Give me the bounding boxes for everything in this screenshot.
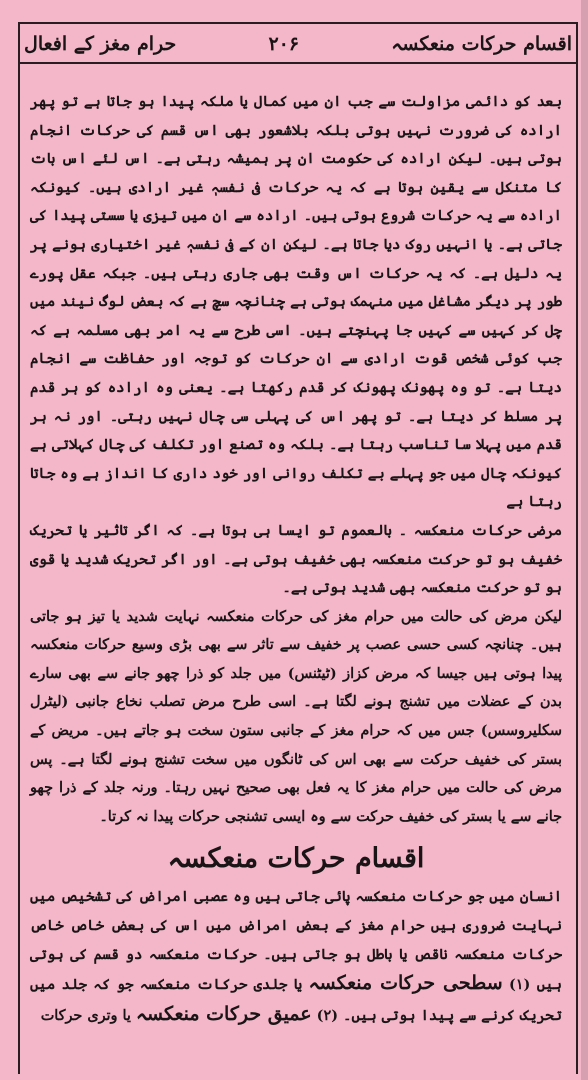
paragraph-types-part-c: یا وتری حرکات	[40, 1006, 131, 1024]
paragraph-types-of-reflexes	[30, 883, 562, 1030]
page-number: ۲۰۶	[268, 33, 300, 55]
page-edge-shadow	[581, 0, 588, 1080]
paragraph-types-part-a: انسان میں جو حرکات منعکسہ پائی جاتی ہیں وہ عصبی امراض کی تشخیص میں نہایت ضروری ہیں حرام مغز کے بعض امراض میں اس کی بعض خاص خاص حرکات منعکسہ ناقص یا باطل ہو جاتی ہیں۔ حرکات منعکسہ دو قسم کی ہوتی ہیں (۱)	[30, 888, 563, 994]
paragraph-pathological-reflexes-examples: لیکن مرض کی حالت میں حرام مغز کی حرکات منعکسہ نہایت شدید یا تیز ہو جاتی ہیں۔ چنانچہ کسی حسی عصب پر خفیف سے تاثر سے بھی بڑی وسیع حرکات منعکسہ پیدا ہوتی ہیں جیسا کہ مرض کزاز (ٹیٹنس) میں جلد کو ذرا چھو جانے سے بھی سارے بدن کے عضلات میں تشنج ہونے لگتا ہے۔ اسی طرح مرض تصلب نخاع جانبی (لیٹرل سکلیروسس) جس میں کہ حرام مغز کے جانبی ستون سخت ہو جاتے ہیں۔ مریض کے بستر کی خفیف حرکت سے بھی اس کی ٹانگوں میں سخت تشنج ہونے لگتا ہے۔ پس مرض کی حالت میں حرام مغز کا یہ فعل بھی صحیح نہیں رہتا۔ ورنہ جلد کے ذرا چھو جانے سے یا بستر کی خفیف حرکت سے وہ ایسی تشنجی حرکات پیدا نہ کرتا۔	[30, 607, 562, 825]
header-bottom-rule	[18, 62, 578, 64]
running-header-book-section: حرام مغز کے افعال	[24, 33, 177, 55]
paragraph-voluntary-habit: بعد کو دائمی مزاولت سے جب ان میں کمال یا ملکہ پیدا ہو جاتا ہے تو پھر ارادہ کی ضرورت نہیں ہوتی بلکہ بلاشعور بھی اس قسم کی حرکات انجام ہوتی ہیں۔ لیکن ارادہ کی حکومت ان پر ہمیشہ رہتی ہے۔ اس لئے اس بات کا متنکل سے یقین ہوتا ہے کہ یہ حرکات فی نفسہٖ غیر ارادی ہیں۔ کیونکہ ارادہ سے یہ حرکات شروع ہوتی ہیں۔ ارادہ سے ان میں تیزی یا سستی پیدا کی جاتی ہے۔ یا انہیں روک دیا جاتا ہے۔ لیکن ان کے فی نفسہٖ غیر اختیاری ہونے پر یہ دلیل ہے۔ کہ یہ حرکات اس وقت بھی جاری رہتی ہیں۔ جبکہ عقل پورے طور پر دیگر مشاغل میں منہمک ہوتی ہے چنانچہ سچ ہے کہ بعض لوگ نیند میں چل کر کہیں سے کہیں جا پہنچتے ہیں۔ اسی طرح سے یہ امر بھی مسلمہ ہے کہ جب کوئی شخص قوت ارادی سے ان حرکات کو توجہ اور حفاظت سے انجام دیتا ہے۔ تو وہ پھونک پھونک کر قدم رکھتا ہے۔ یعنی وہ ارادہ کو ہر قدم پر مسلط کر دیتا ہے۔ تو پھر اس کی پہلی سی چال نہیں رہتی۔ اور نہ ہر قدم میں پہلا سا تناسب رہتا ہے۔ بلکہ وہ تصنع اور تکلف کی چال کہلاتی ہے کیونکہ چال میں جو پہلے بے تکلف روانی اور خود داری کا انداز ہے وہ جاتا رہتا ہے	[30, 93, 562, 511]
section-heading: اقسام حرکات منعکسہ	[167, 843, 425, 875]
subhead-deep-reflexes: عمیق حرکات منعکسہ	[135, 1002, 312, 1025]
header-top-rule	[18, 22, 578, 24]
paragraph-pathological-reflexes-intro: مرضی حرکات منعکسہ ۔ بالعموم تو ایسا ہی ہوتا ہے۔ کہ اگر تاثیر یا تحریک خفیف ہو تو حرکت منعکسہ بھی خفیف ہوتی ہے۔ اور اگر تحریک شدید یا قوی ہو تو حرکت منعکسہ بھی شدید ہوتی ہے۔	[30, 521, 562, 597]
subhead-superficial-reflexes: سطحی حرکات منعکسہ	[308, 972, 503, 995]
paragraph-types-part-b: یا جلدی حرکات منعکسہ جو کہ جلد میں تحریک کرنے سے پیدا ہوتی ہیں۔ (۲)	[30, 976, 562, 1024]
running-header-chapter-title: اقسام حرکات منعکسہ	[391, 33, 572, 55]
running-header	[24, 26, 572, 62]
page-body	[30, 88, 562, 1030]
